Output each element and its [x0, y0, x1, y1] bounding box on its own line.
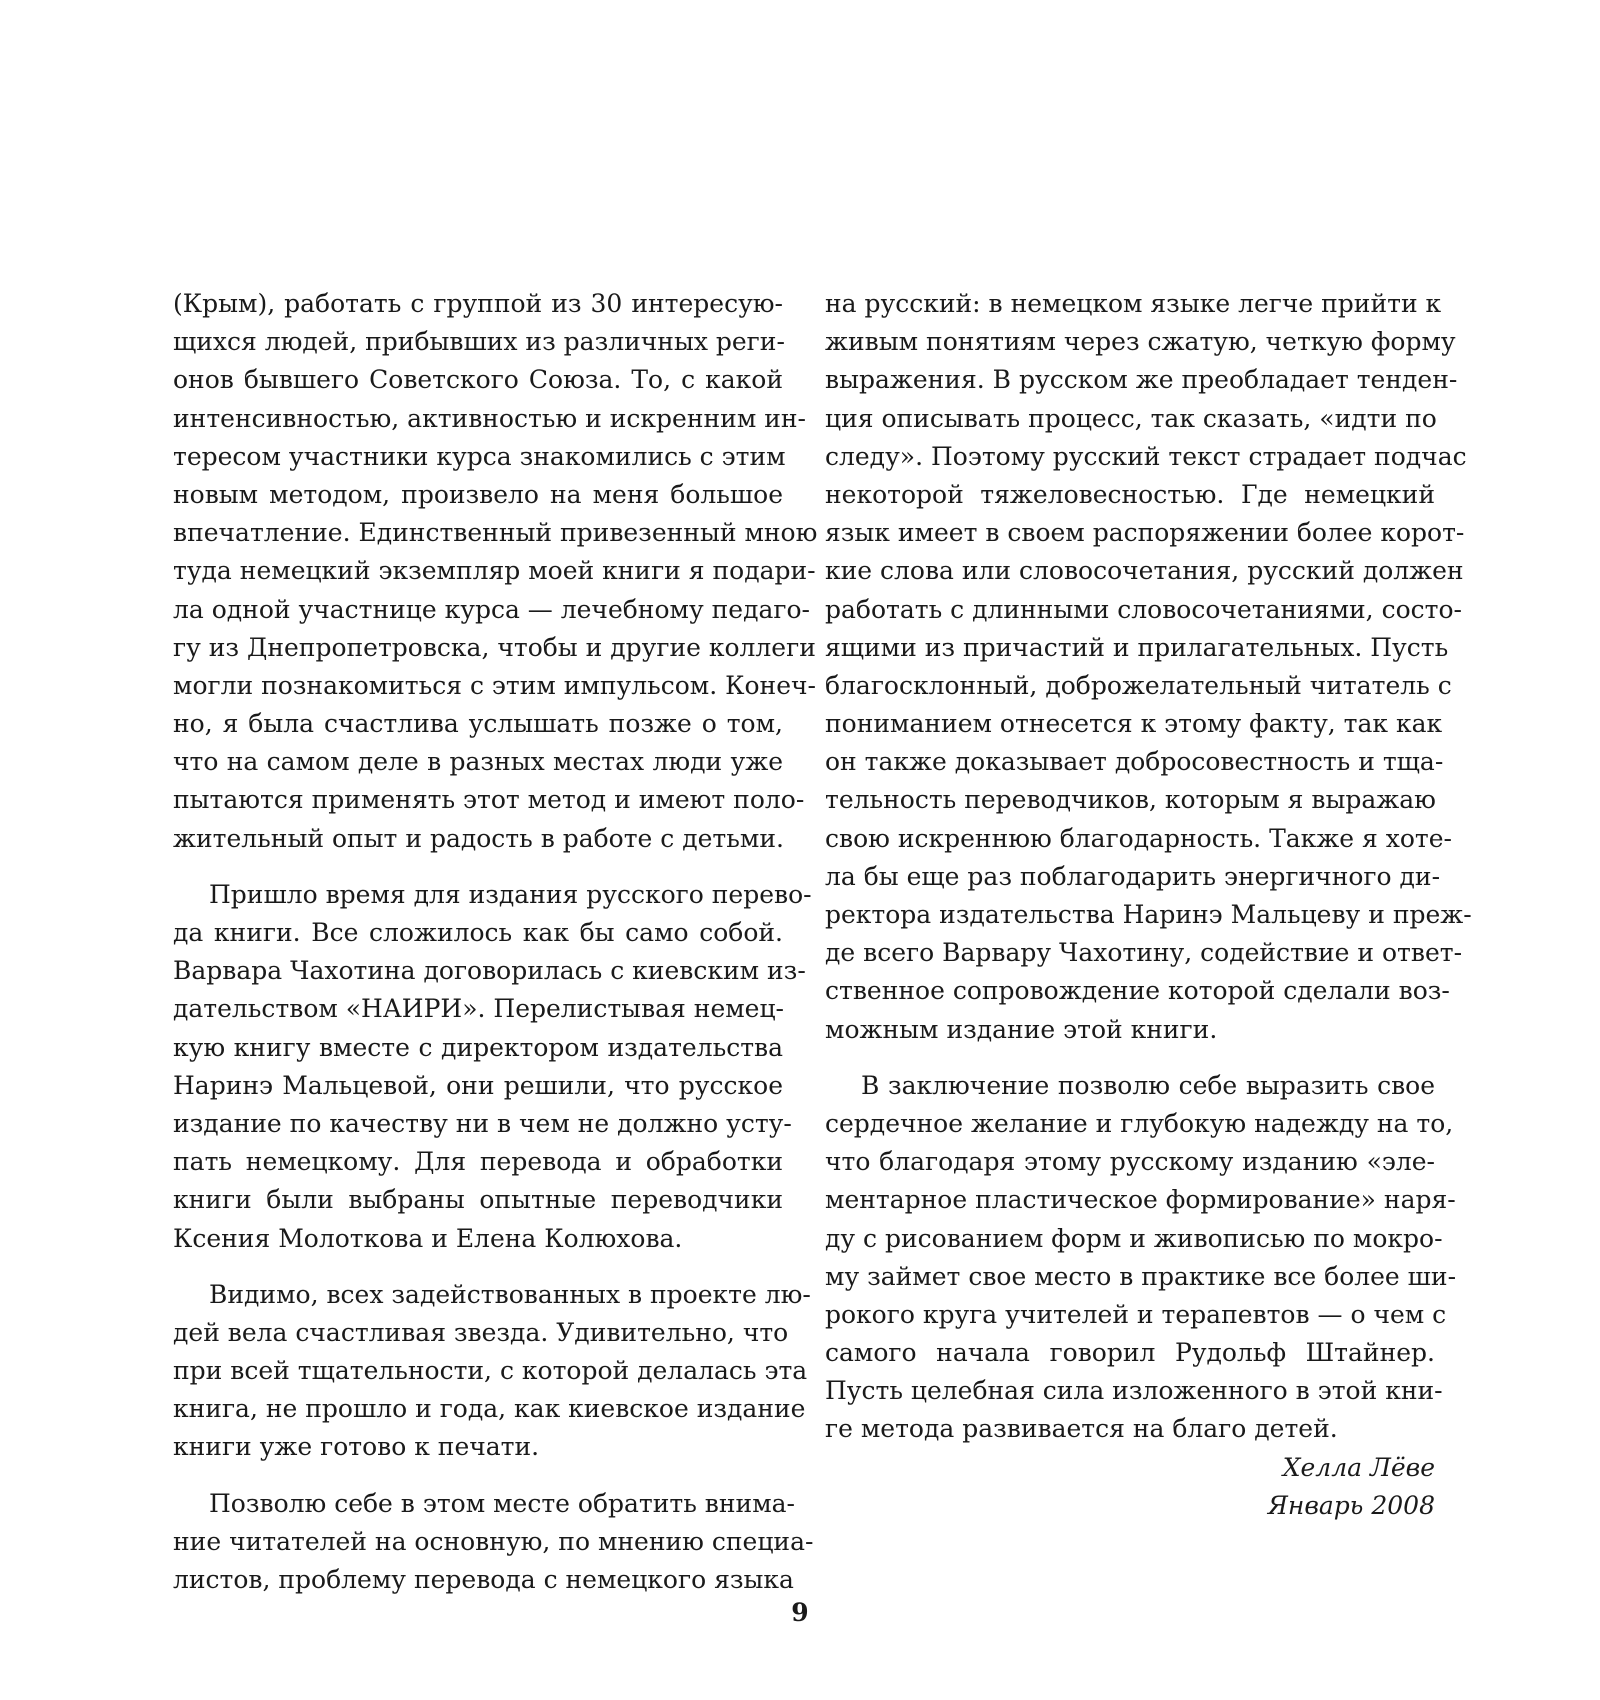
text-line: ректора издательства Наринэ Мальцеву и преж- [825, 900, 1472, 929]
signature-author: Хелла Лёве [1282, 1452, 1435, 1482]
text-line: щихся людей, прибывших из различных реги- [173, 327, 785, 357]
text-line: что на самом деле в разных местах люди уже [173, 747, 783, 777]
text-line: ге метода развивается на благо детей. [825, 1414, 1338, 1444]
text-line: ция описывать процесс, так сказать, «идти по [825, 403, 1437, 433]
text-line: книги уже готово к печати. [173, 1432, 540, 1462]
text-line: издание по качеству ни в чем не должно усту- [173, 1108, 792, 1138]
text-line: дей вела счастливая звезда. Удивительно, что [173, 1317, 789, 1347]
text-line: благосклонный, доброжелательный читатель с [825, 670, 1452, 700]
left-text-column [173, 285, 818, 1599]
text-line: кую книгу вместе с директором издательства [173, 1032, 783, 1062]
paragraph [173, 1276, 811, 1467]
text-line: В заключение позволю себе выразить свое [861, 1070, 1435, 1100]
text-line: свою искреннюю благодарность. Также я хоте- [825, 823, 1452, 853]
text-line: пытаются применять этот метод и имеют поло- [173, 785, 805, 815]
text-line: можным издание этой книги. [825, 1014, 1218, 1044]
text-line: при всей тщательности, с которой делалась эта [173, 1356, 808, 1386]
text-line: де всего Варвару Чахотину, содействие и ответ- [825, 938, 1463, 968]
paragraph [173, 285, 818, 858]
paragraph [173, 1485, 814, 1600]
text-line: дательством «НАИРИ». Перелистывая немец- [173, 994, 784, 1024]
text-line: ла одной участнице курса — лечебному педаго- [173, 594, 810, 624]
text-line: на русский: в немецком языке легче прийти к [825, 289, 1442, 318]
text-line: ственное сопровождение которой сделали воз- [825, 976, 1450, 1006]
text-line: Позволю себе в этом месте обратить внима- [209, 1488, 795, 1518]
paragraph [173, 876, 812, 1258]
text-line: пать немецкому. Для перевода и обработки [173, 1147, 783, 1177]
signature-date: Январь 2008 [1267, 1490, 1435, 1520]
text-line: Ксения Молоткова и Елена Колюхова. [173, 1223, 683, 1253]
text-line: Варвара Чахотина договорилась с киевским из- [173, 956, 806, 986]
text-line: самого начала говорил Рудольф Штайнер. [825, 1338, 1435, 1368]
text-line: книга, не прошло и года, как киевское издание [173, 1394, 806, 1424]
text-line: некоторой тяжеловесностью. Где немецкий [825, 479, 1435, 509]
text-line: живым понятиям через сжатую, четкую форму [825, 327, 1456, 357]
text-line: ду с рисованием форм и живописью по мокро- [825, 1223, 1443, 1253]
text-line: ящими из причастий и прилагательных. Пусть [825, 632, 1449, 662]
text-line: онов бывшего Советского Союза. То, с какой [173, 365, 783, 395]
text-line: что благодаря этому русскому изданию «эле- [825, 1147, 1435, 1177]
text-line: жительный опыт и радость в работе с детьми. [173, 823, 784, 853]
text-line: листов, проблему перевода с немецкого языка [173, 1565, 794, 1594]
text-line: Пришло время для издания русского перево- [209, 879, 812, 909]
text-line: могли познакомиться с этим импульсом. Конеч- [173, 670, 816, 700]
text-line: тельность переводчиков, которым я выражаю [825, 785, 1436, 815]
page-number: 9 [791, 1598, 809, 1627]
text-line: му займет свое место в практике все более ши- [825, 1261, 1457, 1291]
text-line: сердечное желание и глубокую надежду на то, [825, 1108, 1454, 1138]
text-line: ла бы еще раз поблагодарить энергичного ди- [825, 861, 1441, 891]
paragraph-gap [173, 1467, 783, 1485]
paragraph-gap [825, 1049, 1435, 1067]
paragraph-gap [173, 858, 783, 876]
text-line: ние читателей на основную, по мнению специа- [173, 1526, 814, 1556]
text-line: (Крым), работать с группой из 30 интересую- [173, 289, 783, 318]
text-line: новым методом, произвело на меня большое [173, 479, 783, 509]
paragraph-gap [173, 1258, 783, 1276]
paragraph [825, 285, 1472, 1049]
text-line: Пусть целебная сила изложенного в этой кни- [825, 1376, 1443, 1406]
text-line: Наринэ Мальцевой, они решили, что русское [173, 1070, 783, 1100]
text-line: выражения. В русском же преобладает тенден- [825, 365, 1458, 395]
text-line: рокого круга учителей и терапевтов — о чем с [825, 1299, 1447, 1329]
text-line: интенсивностью, активностью и искренним ин- [173, 403, 806, 433]
text-line: он также доказывает добросовестность и тща- [825, 747, 1444, 777]
text-line: Видимо, всех задействованных в проекте лю- [209, 1279, 811, 1309]
text-line: следу». Поэтому русский текст страдает подчас [825, 441, 1467, 471]
text-line: ментарное пластическое формирование» наря- [825, 1185, 1456, 1215]
text-line: туда немецкий экземпляр моей книги я подари- [173, 556, 816, 586]
text-line: язык имеет в своем распоряжении более корот- [825, 518, 1465, 548]
text-line: пониманием отнесется к этому факту, так как [825, 709, 1443, 739]
text-line: книги были выбраны опытные переводчики [173, 1185, 783, 1215]
right-text-column [825, 285, 1472, 1525]
text-line: впечатление. Единственный привезенный мною [173, 518, 818, 548]
text-line: работать с длинными словосочетаниями, состо- [825, 594, 1462, 624]
text-line: но, я была счастлива услышать позже о том, [173, 709, 783, 739]
text-line: гу из Днепропетровска, чтобы и другие коллеги [173, 632, 816, 662]
paragraph [825, 1067, 1457, 1449]
text-line: да книги. Все сложилось как бы само собой. [173, 918, 783, 947]
text-line: тересом участники курса знакомились с этим [173, 441, 786, 471]
text-line: кие слова или словосочетания, русский должен [825, 556, 1464, 586]
